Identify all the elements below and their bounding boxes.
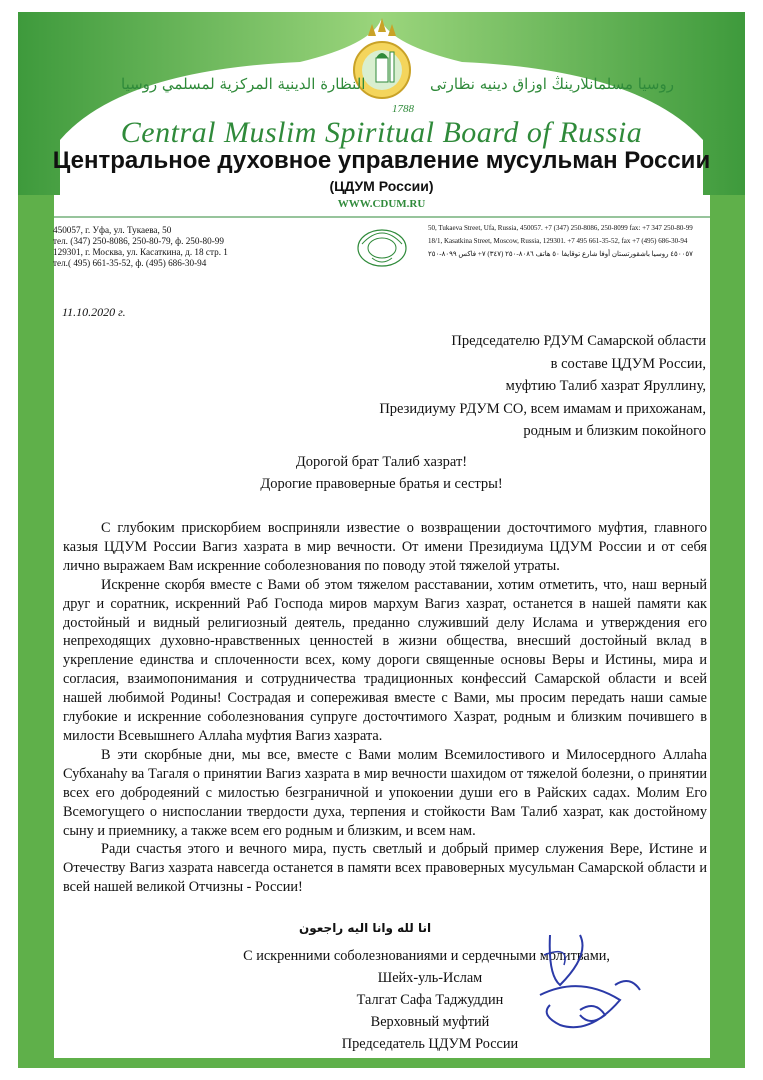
address-right — [428, 222, 693, 261]
address-line: 450057, г. Уфа, ул. Тукаева, 50 — [53, 225, 172, 235]
letter-body — [63, 519, 707, 897]
greeting-line: Дорогие правоверные братья и сестры! — [260, 476, 503, 492]
letter-date: 11.10.2020 г. — [62, 305, 126, 319]
address-line: 129301, г. Москва, ул. Касаткина, д. 18 стр. 1 — [53, 247, 228, 257]
signer-line: Талгат Сафа Таджуддин — [356, 992, 504, 1008]
address-line: ٤٥٠٠٥٧ روسيا باشقورتستان أوفا شارع توقايفا ٥٠ هاتف ٨٠٨٦-٢٥٠ (٣٤٧) ٧+ فاكس ٨٠٩٩-٢٥٠ — [428, 250, 693, 258]
address-left — [53, 225, 228, 269]
address-line: тел.( 495) 661-35-52, ф. (495) 686-30-94 — [53, 258, 207, 268]
address-line: 50, Tukaeva Street, Ufa, Russia, 450057. +7 (347) 250-8086, 250-8099 fax: +7 347 250-80-99 — [428, 224, 693, 232]
signer-line: Верховный муфтий — [370, 1014, 490, 1030]
body-paragraph: В эти скорбные дни, мы все, вместе с Вами молим Всемилостивого и Милосердного Аллаhа Субханаhу ва Тагаля о принятии Вагиз хазрата в мир вечности шахидом от тяжелой болезни, о принятии всех его добродеяний с милостью безграничной и упокоении души его в Райских садах. Молим Его Всемогущего о ниспослании твердости духа, терпения и стойкости Вам Талиб хазрат, как достойному сыну и приемнику, а также всем его родным и близким, и всем нам. — [63, 746, 707, 839]
recipients-block — [379, 330, 706, 443]
title-english: Central Muslim Spiritual Board of Russia — [120, 116, 643, 149]
closing-line: С искренними соболезнованиями и сердечными молитвами, — [243, 948, 610, 964]
recipient-line: Председателю РДУМ Самарской области — [451, 333, 706, 349]
website-link[interactable]: WWW.CDUM.RU — [337, 198, 426, 210]
greeting-block — [0, 451, 763, 495]
recipient-line: в составе ЦДУМ России, — [550, 355, 706, 372]
recipient-line: Президиуму РДУМ СО, всем имамам и прихожанам, — [379, 400, 706, 417]
handwritten-signature-icon — [520, 915, 650, 1050]
founding-year: 1788 — [392, 103, 414, 115]
address-line: 18/1, Kasatkina Street, Moscow, Russia, 129301. +7 495 661-35-52, fax +7 (495) 686-30-94 — [428, 237, 688, 245]
body-paragraph: Искренне скорбя вместе с Вами об этом тяжелом расставании, хотим отметить, что, наш верный друг и соратник, искренний Раб Господа миров мархум Вагиз хазрат, останется в нашей памяти как достойный и видный религиозный деятель, преданно служивший делу Ислама и утверждения его непреходящих духовно-нравственных ценностей в жизни общества, внесший достойный вклад в укрепление единства и сплоченности всех, кому дороги священные основы Веры и Истины, мира и согласия, взаимопонимания и сотрудничества традиционных конфессий Самарской области и всей нашей любимой Родины! Сострадая и сопереживая вместе с Вами, мы просим передать наши самые глубокие и искренние соболезнования супруге досточтимого Хазрат, родным и близким почившего в милости Всевышнего Аллаhа муфтия Вагиз хазрата. — [63, 576, 707, 744]
title-abbreviation: (ЦДУМ России) — [329, 178, 434, 194]
arabic-phrase: انا لله وانا اليه راجعون — [299, 921, 432, 935]
tughra-seal-icon — [352, 218, 412, 274]
body-paragraph: С глубоким прискорбием восприняли известие о возвращении досточтимого муфтия, главного казыя ЦДУМ России Вагиз хазрата в мир вечности. От имени Президиума ЦДУМ России и от себя лично выражаем Вам искренние соболезнования по поводу этой тяжелой утраты. — [63, 520, 707, 574]
signer-line: Шейх-уль-Ислам — [377, 970, 483, 986]
address-line: тел. (347) 250-8086, 250-80-79, ф. 250-80-99 — [53, 236, 224, 246]
arabic-title-right: روسيا مسلمانلارینڭ اوزاق دینیه نظارتی — [430, 75, 674, 93]
body-paragraph: Ради счастья этого и вечного мира, пусть светлый и добрый пример служения Вере, Истине и Отечеству Вагиз хазрата навсегда останется в памяти всех правоверных мусульман Самарской области и всей нашей великой Отчизны - России! — [63, 841, 707, 896]
title-russian: Центральное духовное управление мусульман России — [52, 147, 711, 174]
recipient-line: родным и близким покойного — [523, 423, 706, 439]
greeting-line: Дорогой брат Талиб хазрат! — [295, 454, 468, 470]
arabic-title-left: النظارة الدينية المركزية لمسلمي روسيا — [121, 75, 366, 93]
recipient-line: муфтию Талиб хазрат Яруллину, — [505, 378, 706, 394]
signer-line: Председатель ЦДУМ России — [341, 1036, 519, 1052]
